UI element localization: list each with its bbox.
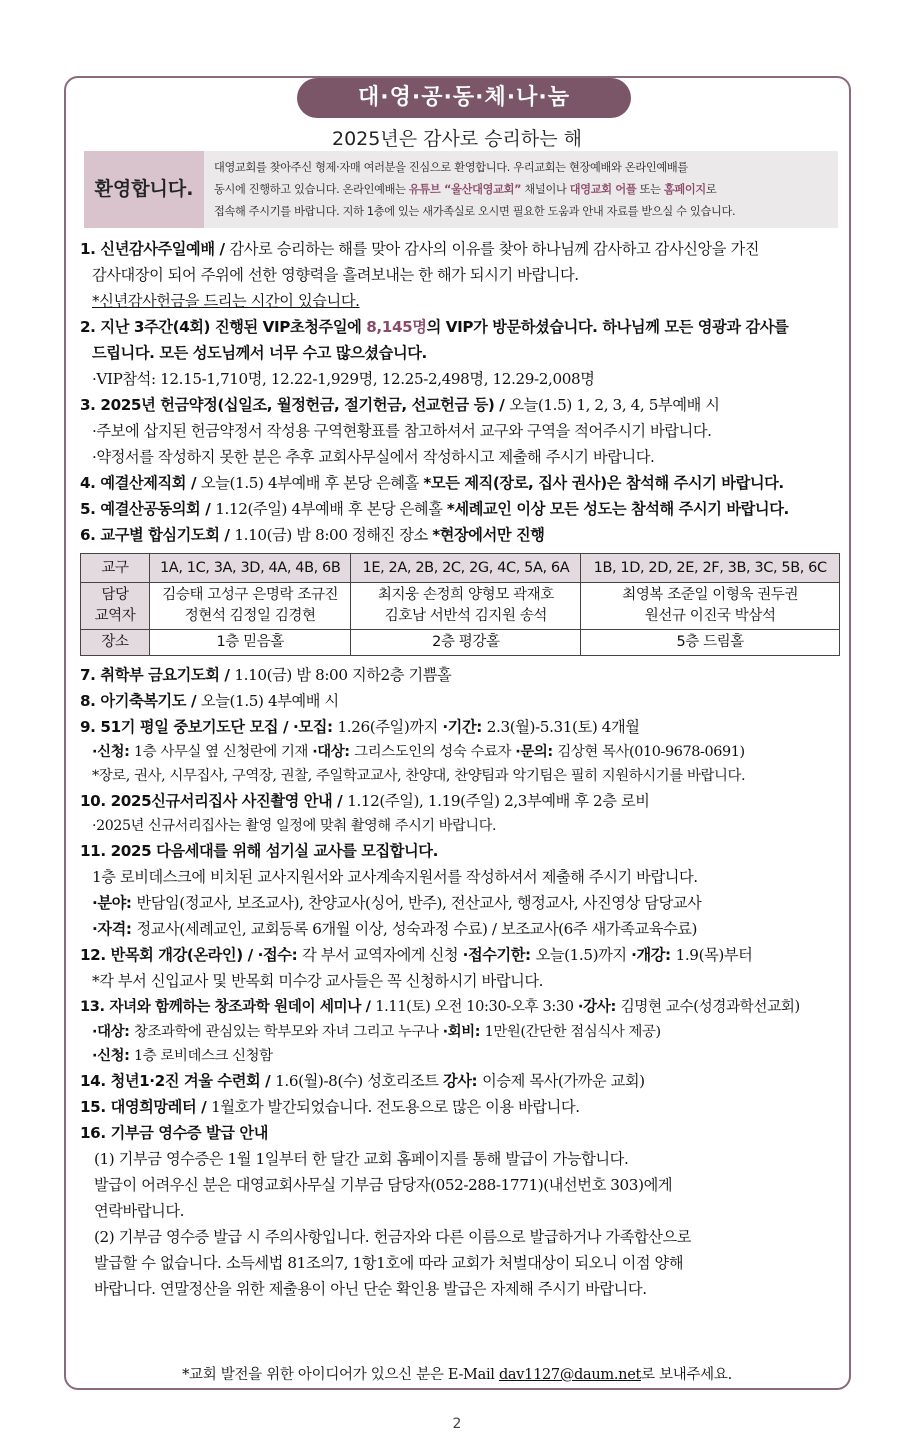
yearly-theme: 2025년은 감사로 승리하는 해 [331, 128, 582, 150]
welcome-box [84, 151, 838, 228]
item-13: 13. 자녀와 함께하는 창조과학 원데이 세미나 / 1.11(토) 오전 10:30-오후 3:30 ·강사: 김명현 교수(성경과학선교회) [80, 998, 800, 1015]
table-header-cell: 교구 [81, 554, 150, 583]
item-14: 14. 청년1·2진 겨울 수련회 / 1.6(월)-8(수) 성호리조트 강사: 이승제 목사(가까운 교회) [80, 1072, 645, 1090]
item-16-line-5: 발급할 수 없습니다. 소득세법 81조의7, 1항1호에 따라 교회가 처벌대상이 되오니 이점 양해 [94, 1254, 684, 1272]
homepage-link[interactable]: 홈페이지 [663, 183, 706, 196]
item-11-line-4: ·자격: 정교사(세례교인, 교회등록 6개월 이상, 성숙과정 수료) / 보조교사(6주 새가족교육수료) [92, 920, 698, 938]
item-9-line-2: ·신청: 1층 사무실 옆 신청란에 기재 ·대상: 그리스도인의 성숙 수료자 ·문의: 김상현 목사(010-9678-0691) [92, 744, 745, 760]
item-13-line-2: ·대상: 창조과학에 관심있는 학부모와 자녀 그리고 누구나 ·회비: 1만원(간단한 점심식사 제공) [92, 1024, 661, 1040]
table-row [81, 554, 840, 583]
item-3: 3. 2025년 헌금약정(십일조, 월정헌금, 절기헌금, 선교헌금 등) / 오늘(1.5) 1, 2, 3, 4, 5부예배 시 [80, 396, 720, 414]
item-11-line-2: 1층 로비데스크에 비치된 교사지원서와 교사계속지원서를 작성하셔서 제출해 주시기 바랍니다. [92, 868, 698, 886]
item-1-line-2: 감사대장이 되어 주위에 선한 영향력을 흘려보내는 한 해가 되시기 바랍니다. [92, 266, 579, 284]
district-table [80, 553, 840, 656]
welcome-line-2: 동시에 진행하고 있습니다. 온라인예배는 유튜브 “울산대영교회” 채널이나 대영교회 어플 또는 홈페이지로 [214, 183, 717, 196]
item-11-line-3: ·분야: 반담임(정교사, 보조교사), 찬양교사(싱어, 반주), 전산교사, 행정교사, 사진영상 담당교사 [92, 894, 702, 912]
item-11: 11. 2025 다음세대를 위해 섬기실 교사를 모집합니다. [80, 842, 438, 860]
welcome-line-3: 접속해 주시기를 바랍니다. 지하 1층에 있는 새가족실로 오시면 필요한 도움과 안내 자료를 받으실 수 있습니다. [214, 205, 736, 218]
table-cell: 김승태 고성구 은명락 조규진 정현석 김정일 김경현 [150, 583, 351, 630]
table-cell: 최영복 조준일 이형욱 권두권 원선규 이진국 박삼석 [581, 583, 840, 630]
item-3-line-2: ·주보에 삽지된 헌금약정서 작성용 구역현황표를 참고하셔서 교구와 구역을 적어주시기 바랍니다. [92, 422, 712, 440]
item-12: 12. 반목회 개강(온라인) / ·접수: 각 부서 교역자에게 신청 ·접수기한: 오늘(1.5)까지 ·개강: 1.9(목)부터 [80, 946, 753, 964]
announcement-list [80, 236, 844, 1302]
item-16: 16. 기부금 영수증 발급 안내 [80, 1124, 268, 1142]
email-link[interactable]: dav1127@daum.net [498, 1367, 642, 1383]
youtube-link[interactable]: 유튜브 “울산대영교회” [408, 183, 522, 196]
table-cell: 1층 믿음홀 [150, 630, 351, 656]
item-4: 4. 예결산제직회 / 오늘(1.5) 4부예배 후 본당 은혜홀 *모든 제직(장로, 집사 권사)은 참석해 주시기 바랍니다. [80, 474, 784, 492]
item-10-line-2: ·2025년 신규서리집사는 촬영 일정에 맞춰 촬영해 주시기 바랍니다. [92, 818, 497, 834]
table-header-cell: 장소 [81, 630, 150, 656]
item-16-line-2: 발급이 어려우신 분은 대영교회사무실 기부금 담당자(052-288-1771)(내선번호 303)에게 [94, 1176, 673, 1194]
welcome-label: 환영합니다. [84, 151, 204, 228]
table-cell: 최지웅 손정희 양형모 곽재호 김호남 서반석 김지원 송석 [351, 583, 581, 630]
welcome-text [214, 157, 832, 223]
app-link[interactable]: 대영교회 어플 [569, 183, 637, 196]
item-9: 9. 51기 평일 중보기도단 모집 / ·모집: 1.26(주일)까지 ·기간: 2.3(월)-5.31(토) 4개월 [80, 718, 640, 736]
item-16-line-4: (2) 기부금 영수증 발급 시 주의사항입니다. 헌금자와 다른 이름으로 발급하거나 가족합산으로 [94, 1228, 692, 1246]
table-header-cell: 담당 교역자 [81, 583, 150, 630]
vip-count: 8,145명 [366, 318, 427, 336]
table-cell: 1A, 1C, 3A, 3D, 4A, 4B, 6B [150, 554, 351, 583]
item-1-note: *신년감사헌금을 드리는 시간이 있습니다. [92, 292, 360, 310]
item-3-line-3: ·약정서를 작성하지 못한 분은 추후 교회사무실에서 작성하시고 제출해 주시기 바랍니다. [92, 448, 655, 466]
welcome-line-1: 대영교회를 찾아주신 형제·자매 여러분을 진심으로 환영합니다. 우리교회는 현장예배와 온라인예배를 [214, 161, 688, 174]
page-title: 대·영·공·동·체·나·눔 [297, 78, 631, 118]
item-13-line-3: ·신청: 1층 로비데스크 신청함 [92, 1048, 273, 1064]
footer-note: *교회 발전을 위한 아이디어가 있으신 분은 E-Mail dav1127@daum.net로 보내주세요. [182, 1367, 732, 1383]
table-row [81, 583, 840, 630]
item-5: 5. 예결산공동의회 / 1.12(주일) 4부예배 후 본당 은혜홀 *세례교인 이상 모든 성도는 참석해 주시기 바랍니다. [80, 500, 789, 518]
item-2-line-2: 드립니다. 모든 성도님께서 너무 수고 많으셨습니다. [92, 344, 427, 362]
item-10: 10. 2025신규서리집사 사진촬영 안내 / 1.12(주일), 1.19(주일) 2,3부예배 후 2층 로비 [80, 792, 650, 810]
table-cell: 1E, 2A, 2B, 2C, 2G, 4C, 5A, 6A [351, 554, 581, 583]
table-cell: 5층 드림홀 [581, 630, 840, 656]
item-1: 1. 신년감사주일예배 / 감사로 승리하는 해를 맞아 감사의 이유를 찾아 하나님께 감사하고 감사신앙을 가진 [80, 240, 760, 258]
item-16-line-1: (1) 기부금 영수증은 1월 1일부터 한 달간 교회 홈페이지를 통해 발급이 가능합니다. [94, 1150, 629, 1168]
table-cell: 1B, 1D, 2D, 2E, 2F, 3B, 3C, 5B, 6C [581, 554, 840, 583]
item-12-note: *각 부서 신입교사 및 반목회 미수강 교사들은 꼭 신청하시기 바랍니다. [92, 972, 544, 990]
item-15: 15. 대영희망레터 / 1월호가 발간되었습니다. 전도용으로 많은 이용 바랍니다. [80, 1098, 580, 1116]
item-6: 6. 교구별 합심기도회 / 1.10(금) 밤 8:00 정해진 장소 *현장에서만 진행 [80, 526, 545, 544]
item-2-vip-stats: ·VIP참석: 12.15-1,710명, 12.22-1,929명, 12.25-2,498명, 12.29-2,008명 [92, 370, 595, 388]
item-16-line-6: 바랍니다. 연말정산을 위한 제출용이 아닌 단순 확인용 발급은 자제해 주시기 바랍니다. [94, 1280, 647, 1298]
item-9-note: *장로, 권사, 시무집사, 구역장, 권찰, 주일학교교사, 찬양대, 찬양팀과 악기팀은 필히 지원하시기를 바랍니다. [92, 768, 746, 784]
table-cell: 2층 평강홀 [351, 630, 581, 656]
page-number: 2 [452, 1416, 462, 1432]
item-16-line-3: 연락바랍니다. [94, 1202, 185, 1220]
table-row [81, 630, 840, 656]
item-2: 2. 지난 3주간(4회) 진행된 VIP초청주일에 8,145명의 VIP가 방문하셨습니다. 하나님께 모든 영광과 감사를 [80, 318, 789, 336]
item-8: 8. 아기축복기도 / 오늘(1.5) 4부예배 시 [80, 692, 339, 710]
item-7: 7. 취학부 금요기도회 / 1.10(금) 밤 8:00 지하2층 기쁨홀 [80, 666, 452, 684]
